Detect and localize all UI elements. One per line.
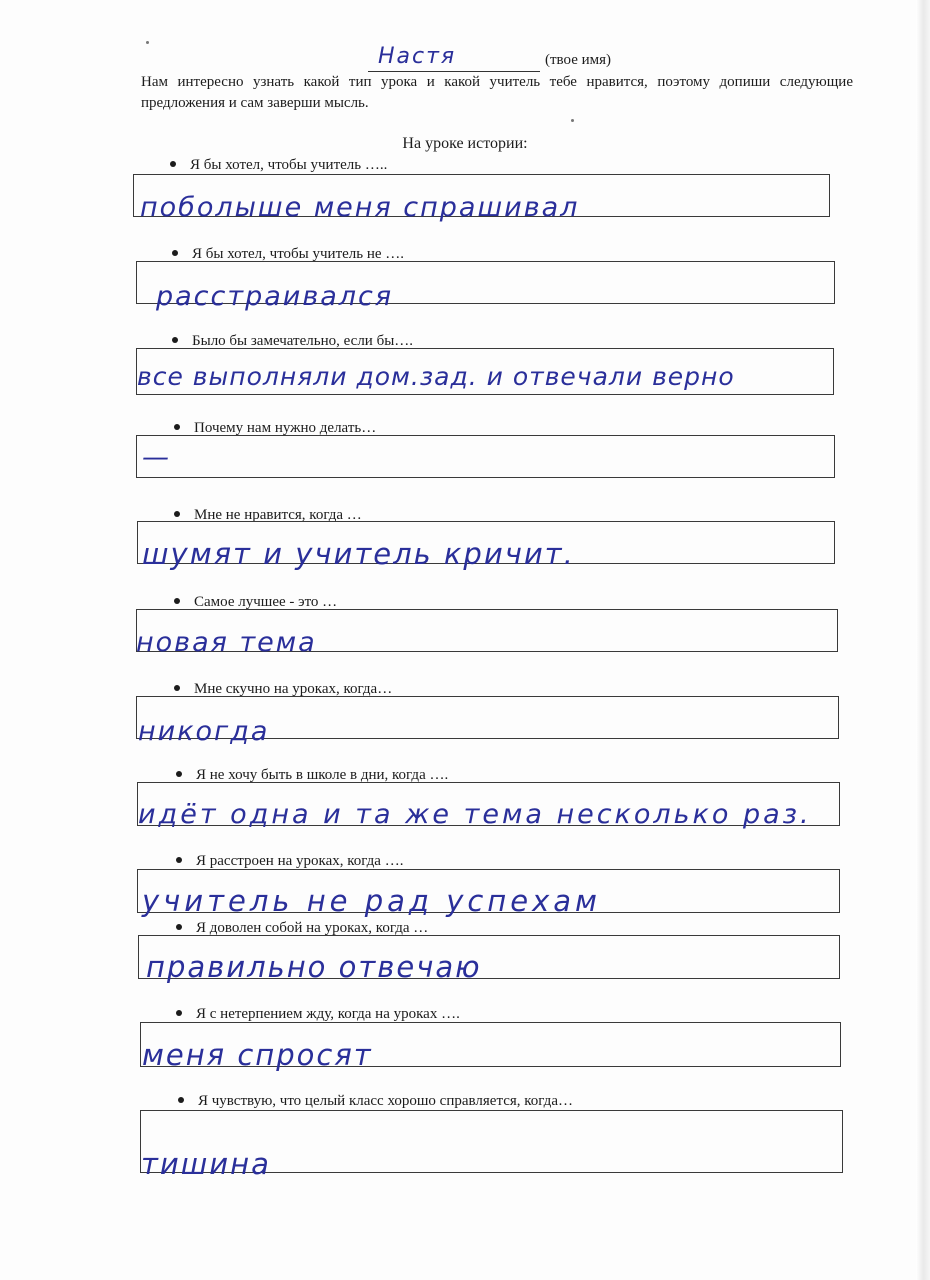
prompt-text: Я бы хотел, чтобы учитель не …. <box>192 246 405 262</box>
intro-text: Нам интересно узнать какой тип урока и какой учитель тебе нравится, поэтому допиши следующие предложения и сам заверши мысль. <box>141 74 853 111</box>
speck <box>146 41 149 44</box>
answer-box[interactable] <box>136 435 835 478</box>
speck <box>571 119 574 122</box>
bullet-icon <box>176 771 182 777</box>
bullet-icon <box>178 1097 184 1103</box>
subject-heading: На уроке истории: <box>402 135 528 152</box>
answer-text: меня спросят <box>142 1038 373 1072</box>
answer-text: учитель не рад успехам <box>142 884 601 918</box>
answer-text: — <box>142 442 171 473</box>
prompt-text: Я чувствую, что целый класс хорошо справляется, когда… <box>198 1093 573 1109</box>
question-prompt <box>178 1093 573 1110</box>
bullet-icon <box>174 424 180 430</box>
prompt-text: Самое лучшее - это … <box>194 594 338 610</box>
bullet-icon <box>174 511 180 517</box>
prompt-text: Я бы хотел, чтобы учитель ….. <box>190 157 388 173</box>
answer-text: шумят и учитель кричит. <box>142 537 575 571</box>
prompt-text: Я доволен собой на уроках, когда … <box>196 920 429 936</box>
answer-text: идёт одна и та же тема несколько раз. <box>138 799 812 830</box>
bullet-icon <box>174 598 180 604</box>
student-name: Настя <box>378 44 457 69</box>
question-prompt <box>176 1006 460 1023</box>
prompt-text: Мне скучно на уроках, когда… <box>194 681 393 697</box>
prompt-text: Я расстроен на уроках, когда …. <box>196 853 404 869</box>
prompt-text: Я с нетерпением жду, когда на уроках …. <box>196 1006 460 1022</box>
prompt-text: Было бы замечательно, если бы…. <box>192 333 414 349</box>
answer-text: все выполняли дом.зад. и отвечали верно <box>137 362 735 391</box>
bullet-icon <box>176 857 182 863</box>
answer-text: никогда <box>138 716 270 747</box>
answer-text: расстраивался <box>156 281 394 312</box>
bullet-icon <box>172 337 178 343</box>
bullet-icon <box>172 250 178 256</box>
bullet-icon <box>176 1010 182 1016</box>
bullet-icon <box>170 161 176 167</box>
prompt-text: Почему нам нужно делать… <box>194 420 377 436</box>
answer-text: новая тема <box>136 627 317 658</box>
question-prompt <box>176 853 403 870</box>
page-edge <box>916 0 930 1280</box>
answer-text: правильно отвечаю <box>146 950 482 984</box>
answer-text: поболыше меня спрашивал <box>140 192 580 223</box>
prompt-text: Я не хочу быть в школе в дни, когда …. <box>196 767 449 783</box>
name-label: (твое имя) <box>545 52 612 68</box>
prompt-text: Мне не нравится, когда … <box>194 507 362 523</box>
bullet-icon <box>174 685 180 691</box>
bullet-icon <box>176 924 182 930</box>
question-prompt <box>170 157 387 174</box>
answer-text: тишина <box>141 1147 271 1181</box>
